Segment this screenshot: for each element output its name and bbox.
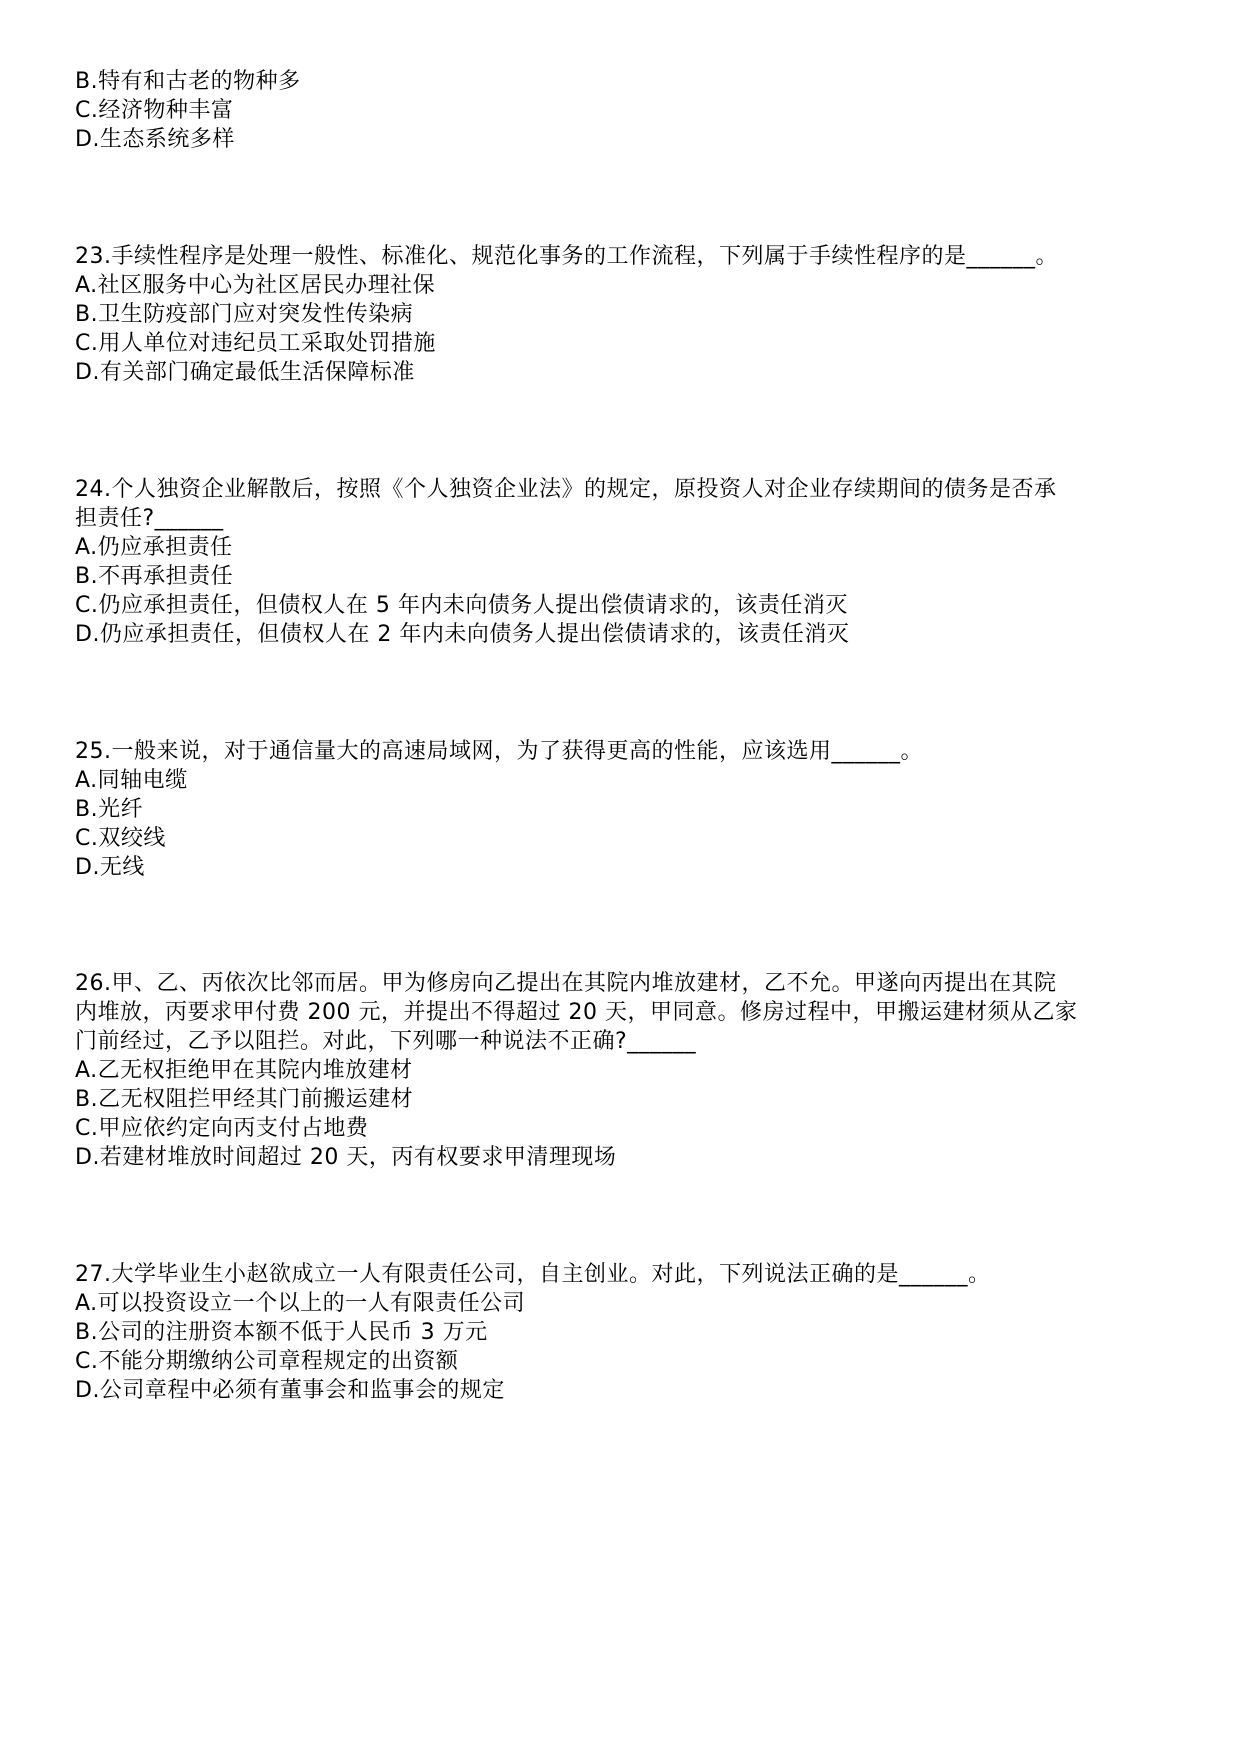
question-25-stem: 25.一般来说，对于通信量大的高速局域网，为了获得更高的性能，应该选用______。 xyxy=(75,739,923,764)
question-23-stem: 23.手续性程序是处理一般性、标准化、规范化事务的工作流程，下列属于手续性程序的是______。 xyxy=(75,244,1058,269)
option-22-c: C.经济物种丰富 xyxy=(75,98,234,123)
option-25-d: D.无线 xyxy=(75,855,145,880)
option-24-b: B.不再承担责任 xyxy=(75,564,234,589)
question-26-stem-line-2: 内堆放，丙要求甲付费 200 元，并提出不得超过 20 天，甲同意。修房过程中，甲搬运建材须从乙家 xyxy=(75,1000,1078,1025)
question-26-stem-line-1: 26.甲、乙、丙依次比邻而居。甲为修房向乙提出在其院内堆放建材，乙不允。甲遂向丙提出在其院 xyxy=(75,971,1057,996)
option-27-b: B.公司的注册资本额不低于人民币 3 万元 xyxy=(75,1320,488,1345)
option-25-a: A.同轴电缆 xyxy=(75,768,188,793)
option-24-d: D.仍应承担责任，但债权人在 2 年内未向债务人提出偿债请求的，该责任消灭 xyxy=(75,622,850,647)
option-22-b: B.特有和古老的物种多 xyxy=(75,69,301,94)
option-25-c: C.双绞线 xyxy=(75,826,166,851)
option-24-c: C.仍应承担责任，但债权人在 5 年内未向债务人提出偿债请求的，该责任消灭 xyxy=(75,593,848,618)
option-26-d: D.若建材堆放时间超过 20 天，丙有权要求甲清理现场 xyxy=(75,1145,617,1170)
option-26-c: C.甲应依约定向丙支付占地费 xyxy=(75,1116,369,1141)
option-24-a: A.仍应承担责任 xyxy=(75,535,233,560)
option-23-a: A.社区服务中心为社区居民办理社保 xyxy=(75,273,436,298)
option-23-c: C.用人单位对违纪员工采取处罚措施 xyxy=(75,331,436,356)
question-24-stem-line-1: 24.个人独资企业解散后，按照《个人独资企业法》的规定，原投资人对企业存续期间的债务是否承 xyxy=(75,477,1057,502)
option-27-c: C.不能分期缴纳公司章程规定的出资额 xyxy=(75,1349,459,1374)
question-26-stem-line-3: 门前经过，乙予以阻拦。对此，下列哪一种说法不正确?______ xyxy=(75,1029,697,1054)
question-24-stem-line-2: 担责任?______ xyxy=(75,506,224,531)
question-27-stem: 27.大学毕业生小赵欲成立一人有限责任公司，自主创业。对此，下列说法正确的是______。 xyxy=(75,1262,991,1287)
option-27-a: A.可以投资设立一个以上的一人有限责任公司 xyxy=(75,1291,526,1316)
option-22-d: D.生态系统多样 xyxy=(75,127,235,152)
option-23-b: B.卫生防疫部门应对突发性传染病 xyxy=(75,302,414,327)
option-26-b: B.乙无权阻拦甲经其门前搬运建材 xyxy=(75,1087,414,1112)
option-27-d: D.公司章程中必须有董事会和监事会的规定 xyxy=(75,1378,505,1403)
option-26-a: A.乙无权拒绝甲在其院内堆放建材 xyxy=(75,1058,413,1083)
option-25-b: B.光纤 xyxy=(75,797,144,822)
option-23-d: D.有关部门确定最低生活保障标准 xyxy=(75,360,415,385)
